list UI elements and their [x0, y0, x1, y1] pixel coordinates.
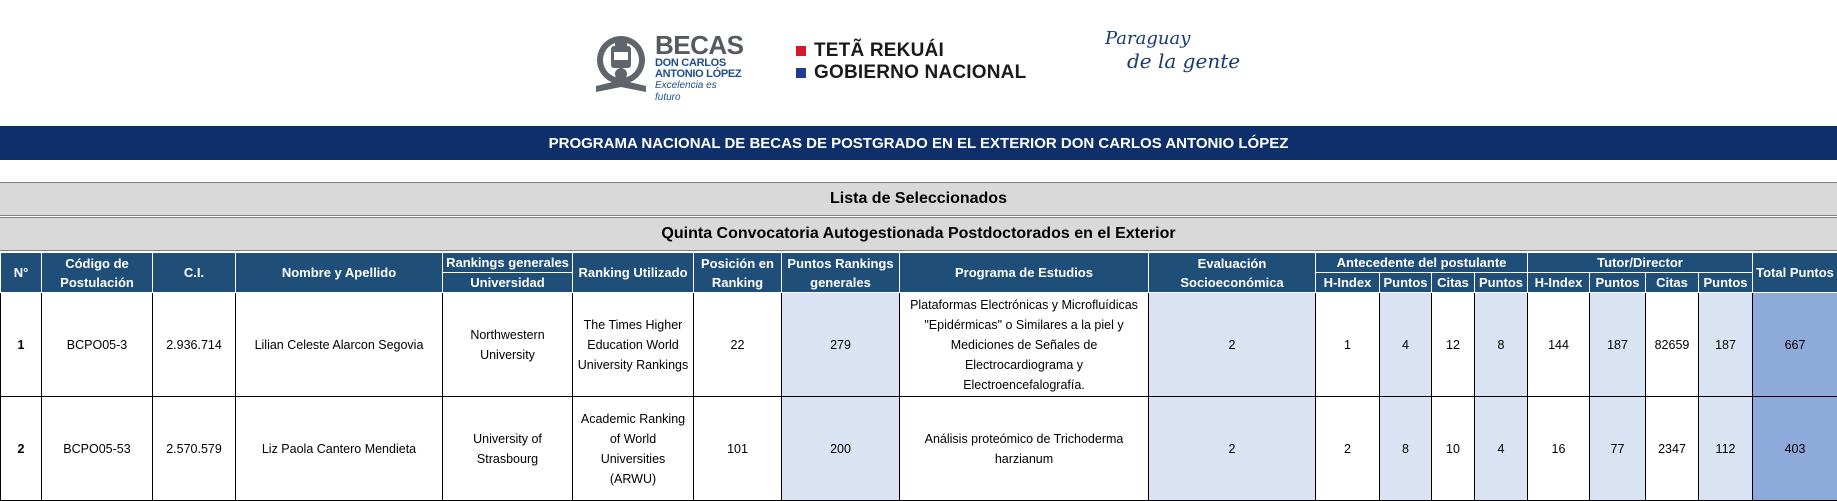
cell-name: Liz Paola Cantero Mendieta — [236, 397, 443, 501]
cell-program: Análisis proteómico de Trichoderma harzianum — [900, 397, 1149, 501]
cell-a-cpts: 4 — [1475, 397, 1528, 501]
cell-t-hpts: 187 — [1590, 293, 1646, 397]
header-program: Programa de Estudios — [900, 253, 1149, 293]
cell-t-citas: 2347 — [1646, 397, 1699, 501]
cell-t-hpts: 77 — [1590, 397, 1646, 501]
header-name: Nombre y Apellido — [236, 253, 443, 293]
header-sub-puntos: Puntos — [1590, 273, 1646, 293]
header-code: Código de Postulación — [42, 253, 153, 293]
becas-tagline: Excelencia es futuro — [655, 80, 744, 104]
list-title: Lista de Seleccionados — [0, 182, 1837, 216]
cell-a-citas: 10 — [1432, 397, 1475, 501]
cell-ci: 2.936.714 — [153, 293, 236, 397]
cell-a-hindex: 2 — [1316, 397, 1380, 501]
cell-num: 1 — [1, 293, 42, 397]
cell-university: University of Strasbourg — [443, 397, 573, 501]
cell-t-hindex: 144 — [1528, 293, 1590, 397]
becas-sub2: ANTONIO LÓPEZ — [655, 69, 744, 80]
cell-a-citas: 12 — [1432, 293, 1475, 397]
cell-total: 667 — [1753, 293, 1837, 397]
header-position: Posición en Ranking — [694, 253, 782, 293]
header-rank-used: Ranking Utilizado — [573, 253, 694, 293]
blue-square-icon — [796, 68, 806, 78]
cell-total: 403 — [1753, 397, 1837, 501]
header-antecedente: Antecedente del postulante — [1316, 253, 1528, 273]
cell-ranking: Academic Ranking of World Universities (ARWU) — [573, 397, 694, 501]
header-sub-citas: Citas — [1432, 273, 1475, 293]
header-rank-univ-top: Rankings generales — [443, 253, 573, 273]
cell-t-cpts: 112 — [1699, 397, 1753, 501]
header-sub-puntos: Puntos — [1699, 273, 1753, 293]
becas-logo — [592, 28, 740, 96]
cell-name: Lilian Celeste Alarcon Segovia — [236, 293, 443, 397]
teta-line1: TETÃ REKUÁI — [814, 40, 944, 62]
header-tutor: Tutor/Director — [1528, 253, 1753, 273]
cell-t-hindex: 16 — [1528, 397, 1590, 501]
cell-socio: 2 — [1149, 397, 1316, 501]
header-sub-hindex: H-Index — [1528, 273, 1590, 293]
header-points-rank: Puntos Rankings generales — [782, 253, 900, 293]
cell-a-hindex: 1 — [1316, 293, 1380, 397]
cell-points-rank: 279 — [782, 293, 900, 397]
cell-program: Plataformas Electrónicas y Microfluídicas "Epidérmicas" o Similares a la piel y Mediciones de Señales de Electrocardiograma y Electroencefalografía. — [900, 293, 1149, 397]
header-ci: C.I. — [153, 253, 236, 293]
table-row — [1, 397, 1837, 501]
header-num: N° — [1, 253, 42, 293]
cell-ranking: The Times Higher Education World University Rankings — [573, 293, 694, 397]
call-title: Quinta Convocatoria Autogestionada Postdoctorados en el Exterior — [0, 217, 1837, 251]
cell-code: BCPO05-3 — [42, 293, 153, 397]
selected-table — [0, 252, 1837, 501]
program-title: PROGRAMA NACIONAL DE BECAS DE POSTGRADO EN EL EXTERIOR DON CARLOS ANTONIO LÓPEZ — [0, 126, 1837, 160]
header-sub-citas: Citas — [1646, 273, 1699, 293]
becas-title: BECAS — [655, 32, 744, 58]
paraguay-line2: de la gente — [1105, 50, 1240, 72]
cell-position: 101 — [694, 397, 782, 501]
cell-a-hpts: 4 — [1380, 293, 1432, 397]
cell-points-rank: 200 — [782, 397, 900, 501]
header-socio: Evaluación Socioeconómica — [1149, 253, 1316, 293]
table-row — [1, 293, 1837, 397]
paraguay-logo — [1105, 28, 1240, 72]
header-rank-univ-bottom: Universidad — [443, 273, 573, 293]
red-square-icon — [796, 46, 806, 56]
cell-t-citas: 82659 — [1646, 293, 1699, 397]
cell-code: BCPO05-53 — [42, 397, 153, 501]
cell-position: 22 — [694, 293, 782, 397]
becas-sub1: DON CARLOS — [655, 58, 744, 69]
teta-rekuai-logo — [796, 40, 1026, 84]
cell-num: 2 — [1, 397, 42, 501]
header-sub-puntos: Puntos — [1380, 273, 1432, 293]
teta-line2: GOBIERNO NACIONAL — [814, 62, 1026, 84]
header-sub-hindex: H-Index — [1316, 273, 1380, 293]
paraguay-line1: Paraguay — [1105, 28, 1240, 50]
cell-a-hpts: 8 — [1380, 397, 1432, 501]
locomotive-book-icon — [592, 30, 650, 96]
cell-socio: 2 — [1149, 293, 1316, 397]
header-sub-puntos: Puntos — [1475, 273, 1528, 293]
cell-t-cpts: 187 — [1699, 293, 1753, 397]
cell-university: Northwestern University — [443, 293, 573, 397]
cell-ci: 2.570.579 — [153, 397, 236, 501]
logo-bar — [0, 0, 1837, 126]
cell-a-cpts: 8 — [1475, 293, 1528, 397]
header-total: Total Puntos — [1753, 253, 1837, 293]
